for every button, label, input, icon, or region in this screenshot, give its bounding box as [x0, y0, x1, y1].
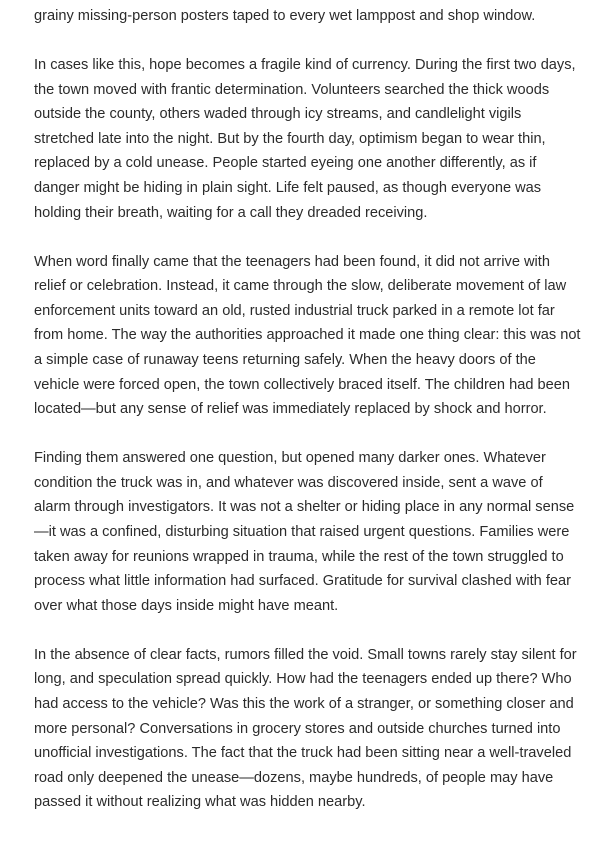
article-body	[34, 4, 582, 839]
article-paragraph-5: In the absence of clear facts, rumors filled the void. Small towns rarely stay silent for long, and speculation spread quickly. How had the teenagers ended up there? Who had access to the vehicle? Was this the work of a stranger, or something closer and more personal? Conversations in grocery stores and outside churches turned into unofficial investigations. The fact that the truck had been sitting near a well-traveled road only deepened the unease—dozens, maybe hundreds, of people may have passed it without realizing what was hidden nearby.	[34, 646, 577, 811]
article-paragraph-2: In cases like this, hope becomes a fragile kind of currency. During the first two days, the town moved with frantic determination. Volunteers searched the thick woods outside the county, others waded through icy streams, and candlelight vigils stretched late into the night. But by the fourth day, optimism began to wear thin, replaced by a cold unease. People started eyeing one another differently, as if danger might be hiding in plain sight. Life felt paused, as though everyone was holding their breath, waiting for a call they dreaded receiving.	[34, 57, 576, 221]
article-paragraph-3: When word finally came that the teenagers had been found, it did not arrive with relief or celebration. Instead, it came through the slow, deliberate movement of law enforcement units toward an old, rusted industrial truck parked in a remote lot far from home. The way the authorities approached it made one thing clear: this was not a simple case of runaway teens returning safely. When the heavy doors of the vehicle were forced open, the town collectively braced itself. The children had been located—but any sense of relief was immediately replaced by shock and horror.	[34, 253, 581, 418]
article-paragraph-4: Finding them answered one question, but opened many darker ones. Whatever condition the truck was in, and whatever was discovered inside, sent a wave of alarm through investigators. It was not a shelter or hiding place in any normal sense—it was a confined, disturbing situation that raised urgent questions. Families were taken away for reunions wrapped in trauma, while the rest of the town struggled to process what little information had surfaced. Gratitude for survival clashed with fear over what those days inside might have meant.	[34, 450, 575, 614]
article-paragraph-1: grainy missing-person posters taped to every wet lamppost and shop window.	[34, 8, 536, 24]
